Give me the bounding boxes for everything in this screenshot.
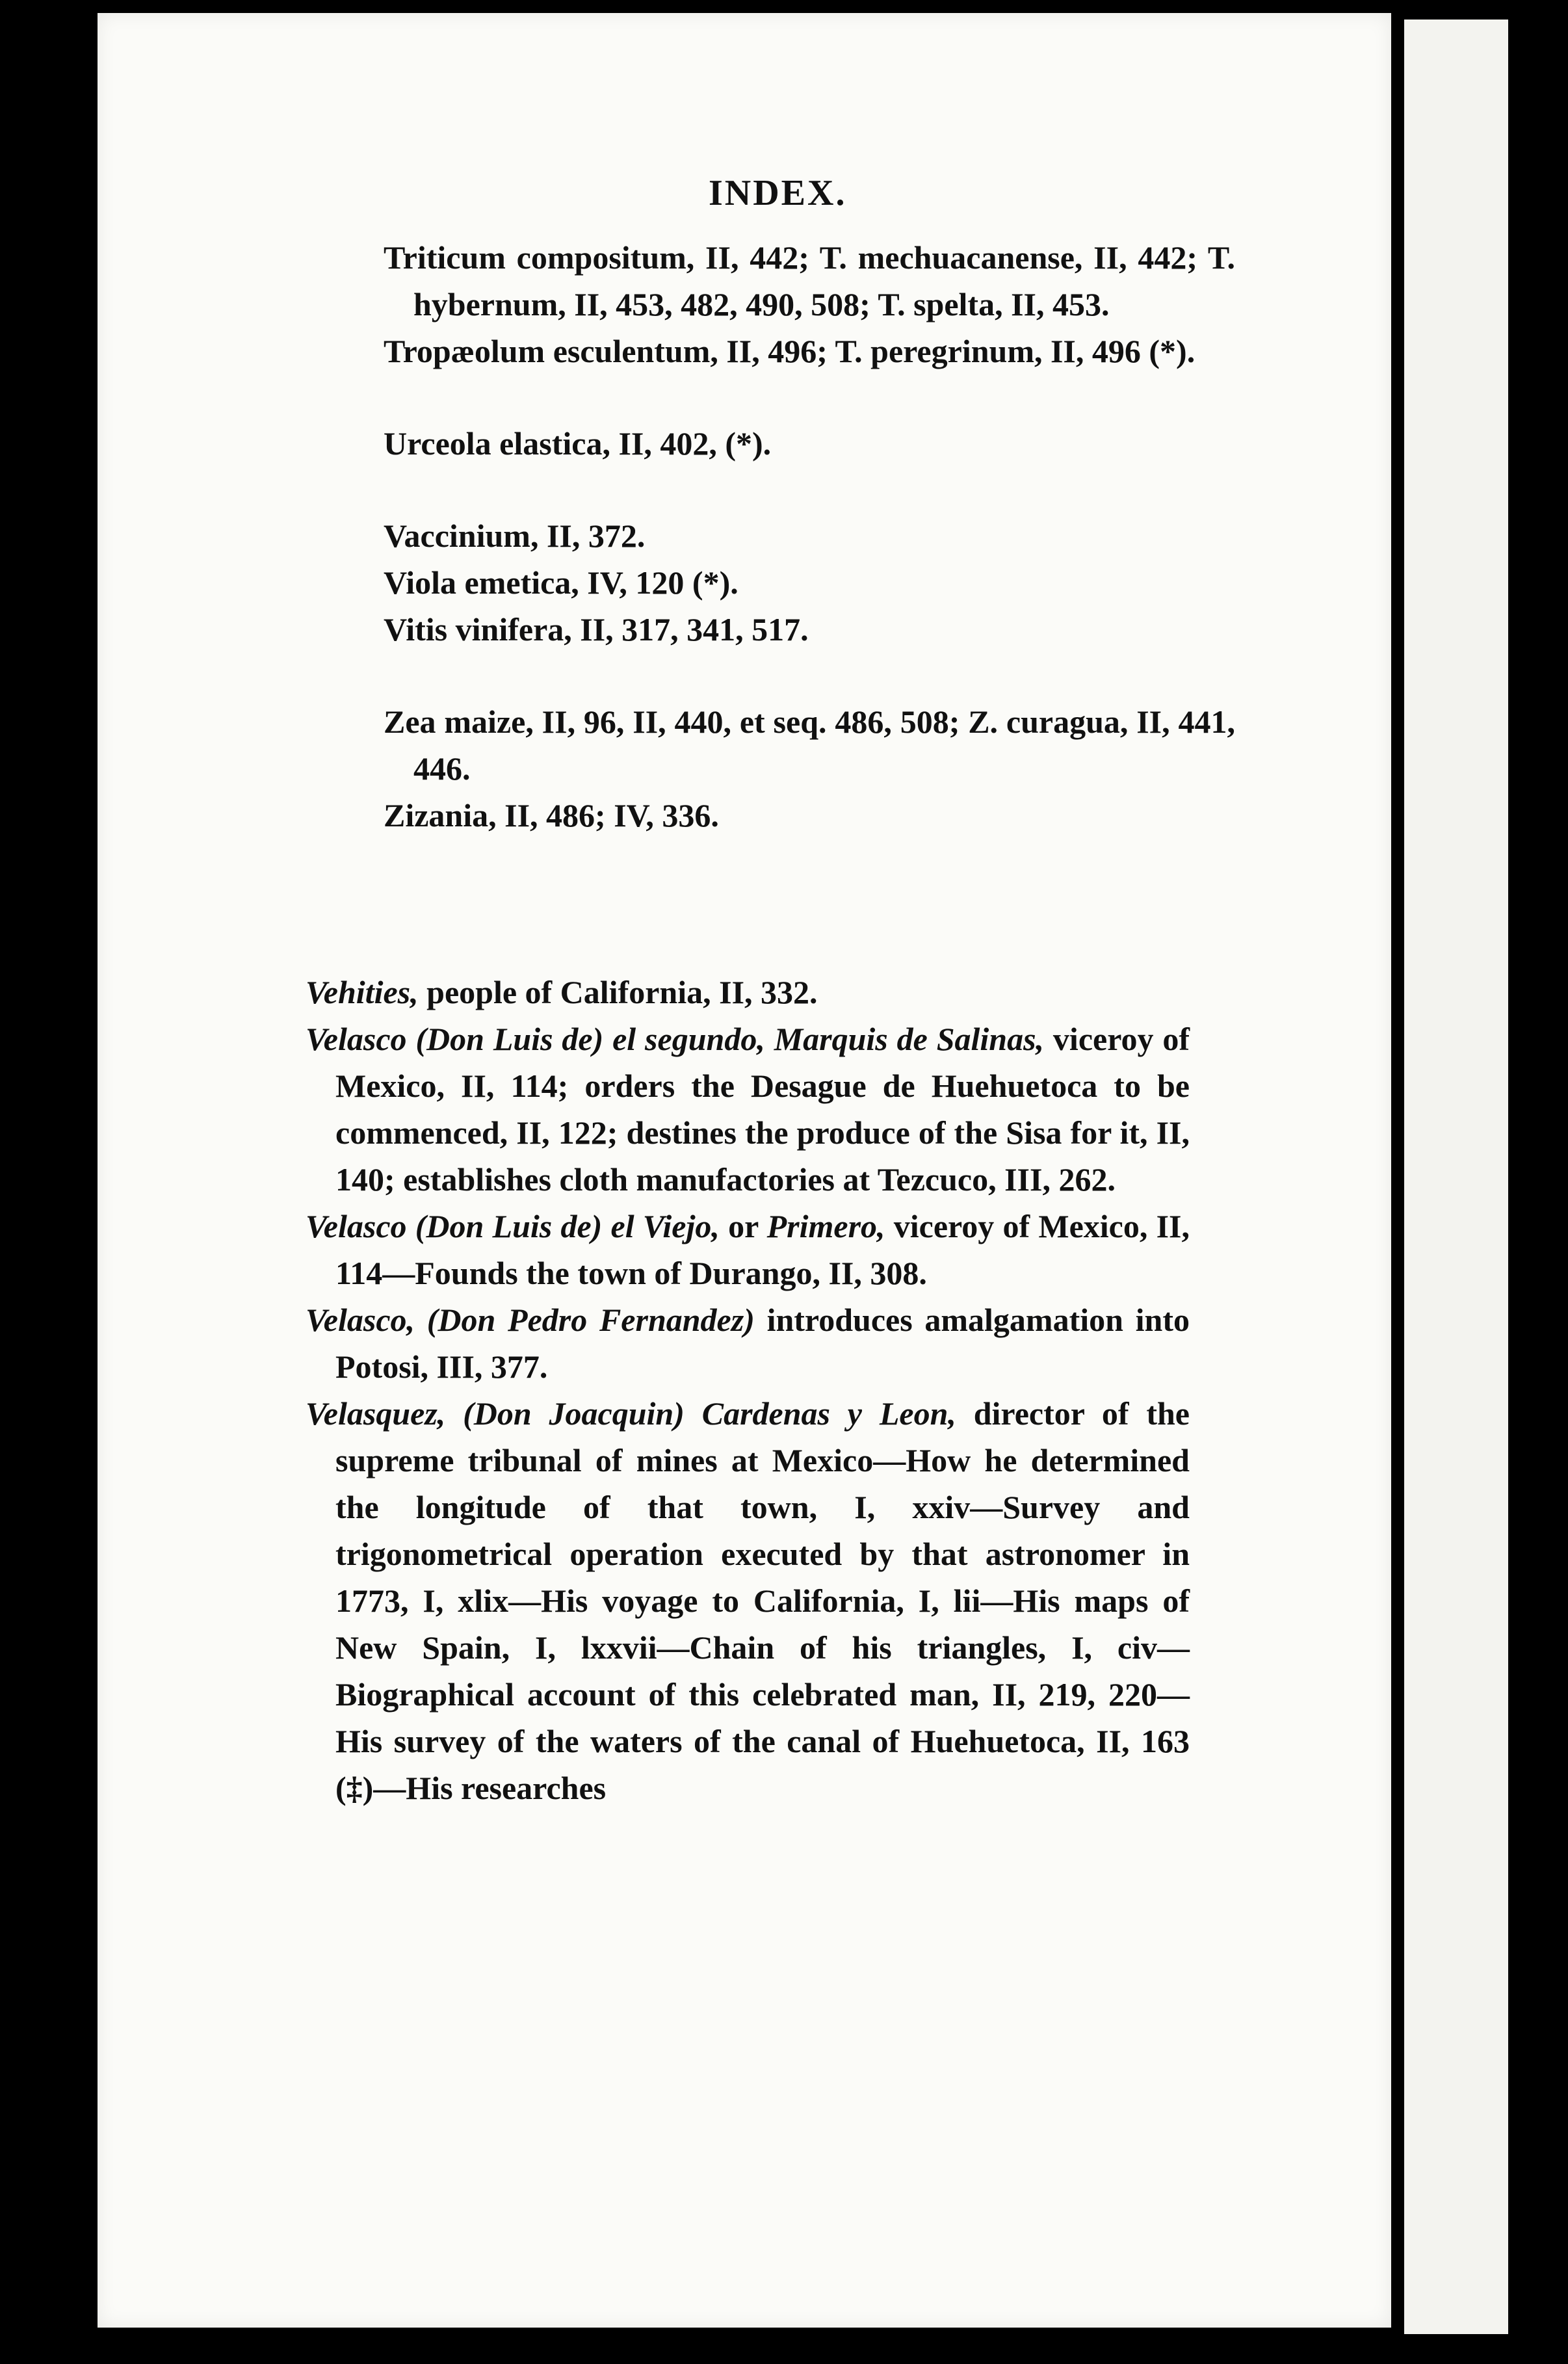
- general-index-list: [306, 969, 1190, 1811]
- index-entry: Vitis vinifera, II, 317, 341, 517.: [384, 611, 809, 648]
- index-entry: [306, 1390, 1190, 1811]
- page-heading: INDEX.: [709, 173, 847, 213]
- facing-page-edge: [1404, 20, 1508, 2334]
- entry-text: director of the supreme tribunal of mines at Mexico—How he determined the longitude of that town, I, xxiv—Survey and trigonometrical operation executed by that astronomer in 1773, I, xlix—His voyage to California, I, lii—His maps of New Spain, I, lxxvii—Chain of his triangles, I, civ—Biographical account of this celebrated man, II, 219, 220—His survey of the waters of the canal of Huehuetoca, II, 163 (‡)—His researches: [335, 1395, 1190, 1806]
- entry-text: viceroy of Mexico, II, 114—Founds the town of Durango, II, 308.: [335, 1208, 1190, 1291]
- entry-head: Primero,: [766, 1208, 885, 1244]
- entry-head: Velasco, (Don Pedro Fernandez): [306, 1302, 755, 1338]
- entry-text: people of California, II, 332.: [418, 974, 818, 1010]
- index-entry: [306, 1296, 1190, 1390]
- entry-head: Vehities,: [306, 974, 419, 1010]
- entry-text: or: [719, 1208, 767, 1244]
- index-entry: Viola emetica, IV, 120 (*).: [384, 564, 738, 601]
- entry-head: Velasco (Don Luis de) el segundo, Marquis de Salinas,: [306, 1021, 1045, 1057]
- index-entry: [306, 1203, 1190, 1296]
- index-entry: [306, 969, 1190, 1016]
- page-gutter: [1391, 0, 1404, 2364]
- entry-head: Velasquez, (Don Joacquin) Cardenas y Leon,: [306, 1395, 956, 1432]
- index-entry: [306, 1016, 1190, 1203]
- entry-text: introduces amalgamation into Potosi, III, 377.: [335, 1302, 1190, 1385]
- index-entry: Vaccinium, II, 372.: [384, 518, 646, 554]
- index-entry: Triticum compositum, II, 442; T. mechuacanense, II, 442; T. hybernum, II, 453, 482, 490, 508; T. spelta, II, 453.: [384, 239, 1235, 322]
- entry-head: Velasco (Don Luis de) el Viejo,: [306, 1208, 720, 1244]
- index-entry: Zizania, II, 486; IV, 336.: [384, 797, 719, 834]
- index-entry: Tropæolum esculentum, II, 496; T. peregrinum, II, 496 (*).: [384, 333, 1196, 369]
- entry-text: viceroy of Mexico, II, 114; orders the Desague de Huehuetoca to be commenced, II, 122; destines the produce of the Sisa for it, II, 140; establishes cloth manufactories at Tezcuco, III, 262.: [335, 1021, 1190, 1198]
- index-entry: Urceola elastica, II, 402, (*).: [384, 425, 772, 462]
- botanical-index-list: [384, 234, 1235, 839]
- index-entry: Zea maize, II, 96, II, 440, et seq. 486, 508; Z. curagua, II, 441, 446.: [384, 703, 1235, 787]
